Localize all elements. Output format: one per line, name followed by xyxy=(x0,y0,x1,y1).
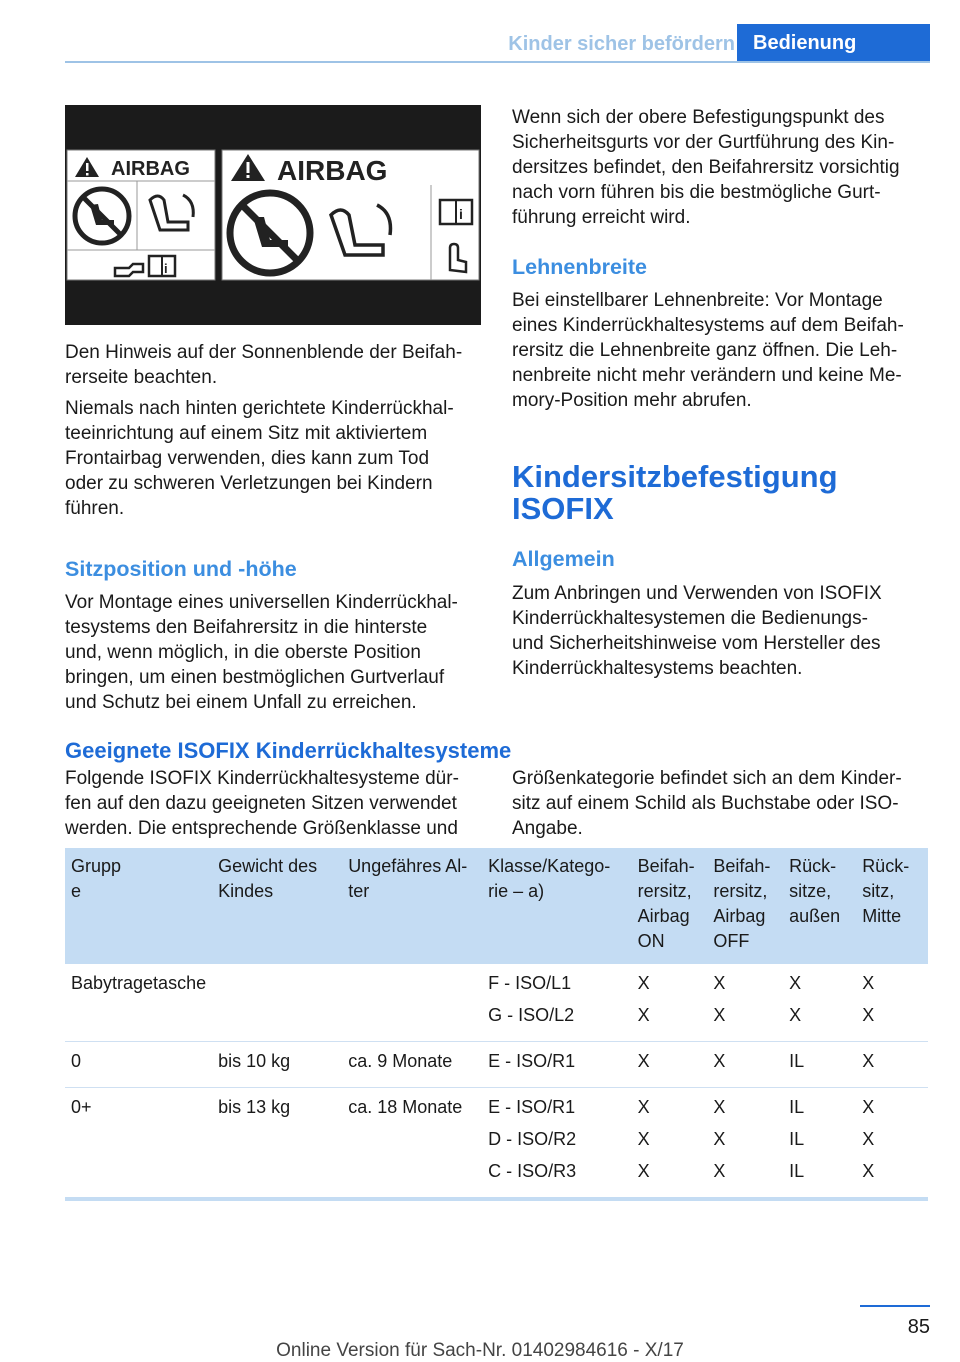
sun-visor-note: Den Hinweis auf der Sonnenblende der Beifah- rerseite beachten. xyxy=(65,342,463,388)
geeignet-text-right: Größenkategorie befindet sich an dem Kinder- sitz auf einem Schild als Buchstabe oder ISO- Angabe. xyxy=(512,768,902,839)
airbag-label-left: AIRBAG xyxy=(111,158,190,180)
cell-value: F - ISO/L1 xyxy=(488,973,572,993)
cell-value: X xyxy=(862,1161,875,1181)
isofix-table xyxy=(65,848,928,1201)
cell-value: bis 10 kg xyxy=(218,1051,291,1071)
cell-value: X xyxy=(713,1051,726,1071)
heading-geeignete-isofix: Geeignete ISOFIX Kinderrückhaltesysteme xyxy=(65,738,512,763)
cell-value: ca. 9 Monate xyxy=(348,1051,453,1071)
cell-value: IL xyxy=(789,1129,805,1149)
table-cell xyxy=(632,964,708,1042)
cell-value: X xyxy=(637,1005,650,1025)
cell-value: 0+ xyxy=(71,1097,92,1117)
table-row xyxy=(65,1042,928,1088)
table-cell xyxy=(856,1042,928,1088)
airbag-label-illustration xyxy=(65,105,481,325)
cell-value: E - ISO/R1 xyxy=(488,1051,576,1071)
cell-value: D - ISO/R2 xyxy=(488,1129,577,1149)
cell-value: X xyxy=(637,973,650,993)
page-number-rule xyxy=(860,1305,930,1307)
svg-text:i: i xyxy=(164,261,168,276)
table-cell xyxy=(342,1088,482,1200)
cell-value: 0 xyxy=(71,1051,82,1071)
table-header-row xyxy=(65,848,928,964)
table-cell xyxy=(65,1088,212,1200)
table-cell xyxy=(632,1088,708,1200)
table-cell xyxy=(342,964,482,1042)
table-cell xyxy=(65,1042,212,1088)
table-cell xyxy=(482,1042,631,1088)
table-cell xyxy=(65,964,212,1042)
cell-value: X xyxy=(862,1005,875,1025)
cell-value: X xyxy=(713,1005,726,1025)
header-rule xyxy=(65,61,930,63)
cell-value: ca. 18 Monate xyxy=(348,1097,463,1117)
header-section-title: Kinder sicher befördern xyxy=(508,33,735,55)
belt-guide-text: Wenn sich der obere Befestigungspunkt des Sicherheitsgurts vor der Gurtführung des Kin- dersitzes befindet, den Beifahrersitz vorsichtig nach vorn führen bis die bestmögliche Gurt- führung erreicht wird. xyxy=(512,107,900,228)
table-cell xyxy=(707,964,783,1042)
column-header: Ungefähres Al- ter xyxy=(342,848,482,964)
column-header: Beifah- rersitz, Airbag ON xyxy=(632,848,708,964)
column-header: Grupp e xyxy=(65,848,212,964)
allgemein-text: Zum Anbringen und Verwenden von ISOFIX Kinderrückhaltesystemen die Bedienungs- und Sicherheitshinweise vom Hersteller des Kinderrückhaltesystems beachten. xyxy=(512,583,882,679)
heading-lehnenbreite: Lehnenbreite xyxy=(512,255,647,279)
cell-value: X xyxy=(789,973,802,993)
cell-value: IL xyxy=(789,1097,805,1117)
airbag-warning-figure xyxy=(65,105,481,325)
table-cell xyxy=(856,1088,928,1200)
svg-text:i: i xyxy=(459,206,463,222)
table-cell xyxy=(783,1088,856,1200)
cell-value: X xyxy=(713,1097,726,1117)
table-row xyxy=(65,964,928,1042)
airbag-warning-text: Niemals nach hinten gerichtete Kinderrückhal- teeinrichtung auf einem Sitz mit aktiviertem Frontairbag verwenden, dies kann zum Tod oder zu schweren Verletzungen bei Kindern führen. xyxy=(65,398,454,519)
cell-value: X xyxy=(637,1097,650,1117)
cell-value: X xyxy=(862,1051,875,1071)
cell-value: X xyxy=(637,1051,650,1071)
cell-value: X xyxy=(713,1161,726,1181)
header-chapter-tab: Bedienung xyxy=(737,24,930,63)
table-cell xyxy=(212,964,342,1042)
cell-value: X xyxy=(713,973,726,993)
cell-value: E - ISO/R1 xyxy=(488,1097,576,1117)
column-header: Rück- sitze, außen xyxy=(783,848,856,964)
cell-value: IL xyxy=(789,1051,805,1071)
cell-value: X xyxy=(862,1129,875,1149)
column-header: Rück- sitz, Mitte xyxy=(856,848,928,964)
table-cell xyxy=(212,1088,342,1200)
table-cell xyxy=(856,964,928,1042)
heading-isofix: Kindersitzbefestigung ISOFIX xyxy=(512,459,838,526)
table-cell xyxy=(707,1088,783,1200)
cell-value: X xyxy=(637,1129,650,1149)
table-cell xyxy=(783,1042,856,1088)
airbag-label-right: AIRBAG xyxy=(277,155,388,186)
table-cell xyxy=(707,1042,783,1088)
heading-allgemein: Allgemein xyxy=(512,547,615,571)
heading-sitzposition: Sitzposition und -höhe xyxy=(65,557,297,581)
table-cell xyxy=(482,964,631,1042)
table-row xyxy=(65,1088,928,1200)
cell-value: IL xyxy=(789,1161,805,1181)
cell-value: X xyxy=(713,1129,726,1149)
cell-value: X xyxy=(789,1005,802,1025)
cell-value: bis 13 kg xyxy=(218,1097,291,1117)
table-cell xyxy=(342,1042,482,1088)
online-version-footer: Online Version für Sach-Nr. 01402984616 - X/17 xyxy=(276,1340,684,1361)
column-header: Klasse/Katego- rie – a) xyxy=(482,848,631,964)
cell-value: X xyxy=(637,1161,650,1181)
table-cell xyxy=(632,1042,708,1088)
column-header: Beifah- rersitz, Airbag OFF xyxy=(707,848,783,964)
geeignet-text-left: Folgende ISOFIX Kinderrückhaltesysteme dür- fen auf den dazu geeigneten Sitzen verwendet werden. Die entsprechende Größenklasse und xyxy=(65,768,459,839)
lehnenbreite-text: Bei einstellbarer Lehnenbreite: Vor Montage eines Kinderrückhaltesystems auf dem Beifah- rersitz die Lehnenbreite ganz öffnen. Die Leh- nenbreite nicht mehr verändern und keine Me- mory-Position mehr abrufen. xyxy=(512,290,904,411)
cell-value: X xyxy=(862,1097,875,1117)
page-number: 85 xyxy=(907,1316,930,1338)
cell-value: G - ISO/L2 xyxy=(488,1005,575,1025)
cell-value: X xyxy=(862,973,875,993)
cell-value: Babytragetasche xyxy=(71,973,207,993)
column-header: Gewicht des Kindes xyxy=(212,848,342,964)
sitzposition-text: Vor Montage eines universellen Kinderrückhal- tesystems den Beifahrersitz in die hinterste und, wenn möglich, in die oberste Position bringen, um einen bestmöglichen Gurtverlauf und Schutz bei einem Unfall zu erreichen. xyxy=(65,592,458,713)
table-cell xyxy=(482,1088,631,1200)
cell-value: C - ISO/R3 xyxy=(488,1161,577,1181)
table-cell xyxy=(212,1042,342,1088)
table-cell xyxy=(783,964,856,1042)
